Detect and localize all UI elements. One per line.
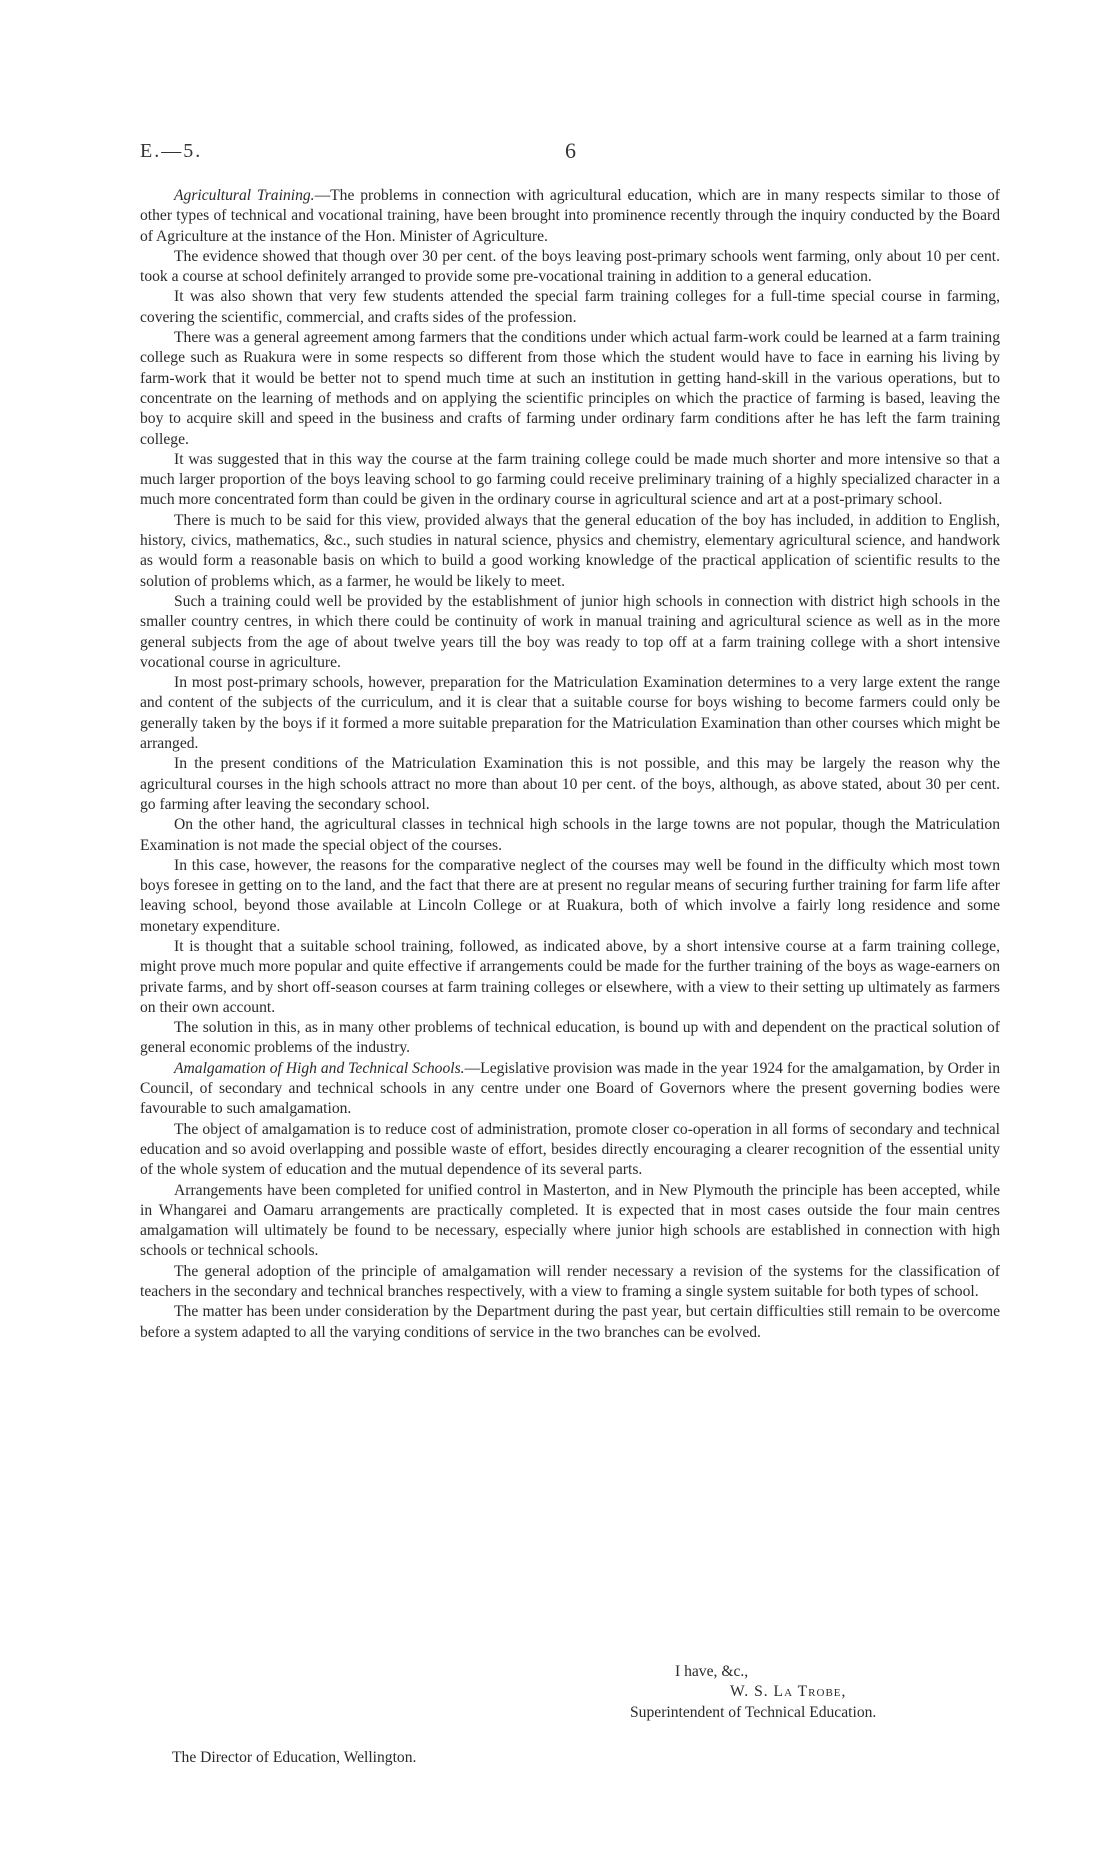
body-paragraph [140,815,1000,856]
paragraph-text: The general adoption of the principle of amalgamation will render necessary a revision of the systems for the classification of teachers in the secondary and technical branches respectively, with a view to framing a single system suitable for both types of school. [140,1262,1000,1301]
paragraph-text: —Legislative provision was made in the year 1924 for the amalgamation, by Order in Council, of secondary and technical schools in any centre under one Board of Governors where the present governing bodies were favourable to such amalgamation. [140,1059,1000,1118]
page-reference: E.—5. [140,140,203,162]
addressee: The Director of Education, Wellington. [172,1749,417,1766]
paragraph-text: —The problems in connection with agricultural education, which are in many respects similar to those of other types of technical and vocational training, have been brought into prominence recently through the inquiry conducted by the Board of Agriculture at the instance of the Hon. Minister of Agriculture. [140,187,1000,245]
paragraph-text: In the present conditions of the Matriculation Examination this is not possible, and this may be largely the reason why the agricultural courses in the high schools attract no more than about 10 per cent. of the boys, although, as above stated, about 30 per cent. go farming after leaving the secondary school. [140,755,1000,813]
paragraph-text: In most post-primary schools, however, preparation for the Matriculation Examination determines to a very large extent the range and content of the subjects of the curriculum, and it is clear that a suitable course for boys wishing to become farmers could only be generally taken by the boys if it formed a more suitable preparation for the Matriculation Examination than other courses which might be arranged. [140,674,1000,753]
body-paragraph [140,1059,1000,1120]
signature-title: Superintendent of Technical Education. [630,1703,877,1721]
body-paragraph [140,328,1000,450]
section-heading: Agricultural Training. [174,187,315,204]
body-paragraph [140,1181,1000,1262]
paragraph-text: Arrangements have been completed for unified control in Masterton, and in New Plymouth the principle has been accepted, while in Whangarei and Oamaru arrangements are practically completed. It is expected that in most cases outside the four main centres amalgamation will ultimately be found to be necessary, especially where junior high schools are established in connection with high schools or technical schools. [140,1181,1000,1260]
signature-block [630,1662,1000,1723]
signature-closing: I have, &c., [675,1663,749,1680]
signature-name: W. S. La Trobe, [730,1683,847,1701]
paragraph-text: It was also shown that very few students attended the special farm training colleges for a full-time special course in farming, covering the scientific, commercial, and crafts sides of the profession. [140,288,1000,326]
body-paragraph [140,673,1000,754]
body-paragraph [140,1302,1000,1343]
paragraph-text: Such a training could well be provided by the establishment of junior high schools in connection with district high schools in the smaller country centres, in which there could be continuity of work in manual training and agricultural science as well as in the more general subjects from the age of about twelve years till the boy was ready to top off at a farm training college with a short intensive vocational course in agriculture. [140,592,1000,671]
body-paragraph [140,937,1000,1018]
paragraph-text: The solution in this, as in many other problems of technical education, is bound up with and dependent on the practical solution of general economic problems of the industry. [140,1019,1000,1057]
body-paragraph [140,186,1000,247]
page-number: 6 [565,138,576,163]
body-paragraph [140,1120,1000,1181]
body-paragraph [140,592,1000,673]
section-heading: Amalgamation of High and Technical Schools. [174,1059,465,1077]
paragraph-text: On the other hand, the agricultural classes in technical high schools in the large towns are not popular, though the Matriculation Examination is not made the special object of the courses. [140,816,1000,854]
paragraph-text: It is thought that a suitable school training, followed, as indicated above, by a short intensive course at a farm training college, might prove much more popular and quite effective if arrangements could be made for the further training of the boys as wage-earners on private farms, and by short off-season courses at farm training colleges or elsewhere, with a view to their setting up ultimately as farmers on their own account. [140,937,1000,1016]
body-paragraph [140,754,1000,815]
paragraph-text: In this case, however, the reasons for the comparative neglect of the courses may well be found in the difficulty which most town boys foresee in getting on to the land, and the fact that there are at present no regular means of securing further training for farm life after leaving school, beyond those available at Lincoln College or at Ruakura, both of which involve a fairly long residence and some monetary expenditure. [140,856,1000,935]
body-paragraph [140,287,1000,328]
body-paragraph [140,247,1000,288]
paragraph-text: There was a general agreement among farmers that the conditions under which actual farm-work could be learned at a farm training college such as Ruakura were in some respects so different from those which the student would have to face in earning his living by farm-work that it would be better not to spend much time at such an institution in getting hand-skill in the various operations, but to concentrate on the learning of methods and on applying the scientific principles on which the practice of farming is based, leaving the boy to acquire skill and speed in the business and crafts of farming under ordinary farm conditions after he has left the farm training college. [140,329,1000,448]
body-paragraph [140,511,1000,592]
body-paragraph [140,1262,1000,1303]
body-paragraph [140,1018,1000,1059]
body-paragraph [140,450,1000,511]
paragraph-text: The matter has been under consideration by the Department during the past year, but certain difficulties still remain to be overcome before a system adapted to all the varying conditions of service in the two branches can be evolved. [140,1303,1000,1341]
paragraph-text: It was suggested that in this way the course at the farm training college could be made much shorter and more intensive so that a much larger proportion of the boys leaving school to go farming could receive preliminary training of a highly specialized character in a much more concentrated form than could be given in the ordinary course in agricultural science and art at a post-primary school. [140,450,1000,509]
paragraph-text: The object of amalgamation is to reduce cost of administration, promote closer co-operation in all forms of secondary and technical education and so avoid overlapping and possible waste of effort, besides directly encouraging a clearer recognition of the essential unity of the whole system of education and the mutual dependence of its several parts. [140,1120,1000,1179]
report-body [140,186,1000,1343]
paragraph-text: The evidence showed that though over 30 per cent. of the boys leaving post-primary schools went farming, only about 10 per cent. took a course at school definitely arranged to provide some pre-vocational training in addition to a general education. [140,247,1000,286]
paragraph-text: There is much to be said for this view, provided always that the general education of the boy has included, in addition to English, history, civics, mathematics, &c., such studies in natural science, physics and chemistry, elementary agricultural science, and handwork as would form a reasonable basis on which to build a good working knowledge of the practical application of scientific results to the solution of problems which, as a farmer, he would be likely to meet. [140,511,1000,590]
body-paragraph [140,856,1000,937]
